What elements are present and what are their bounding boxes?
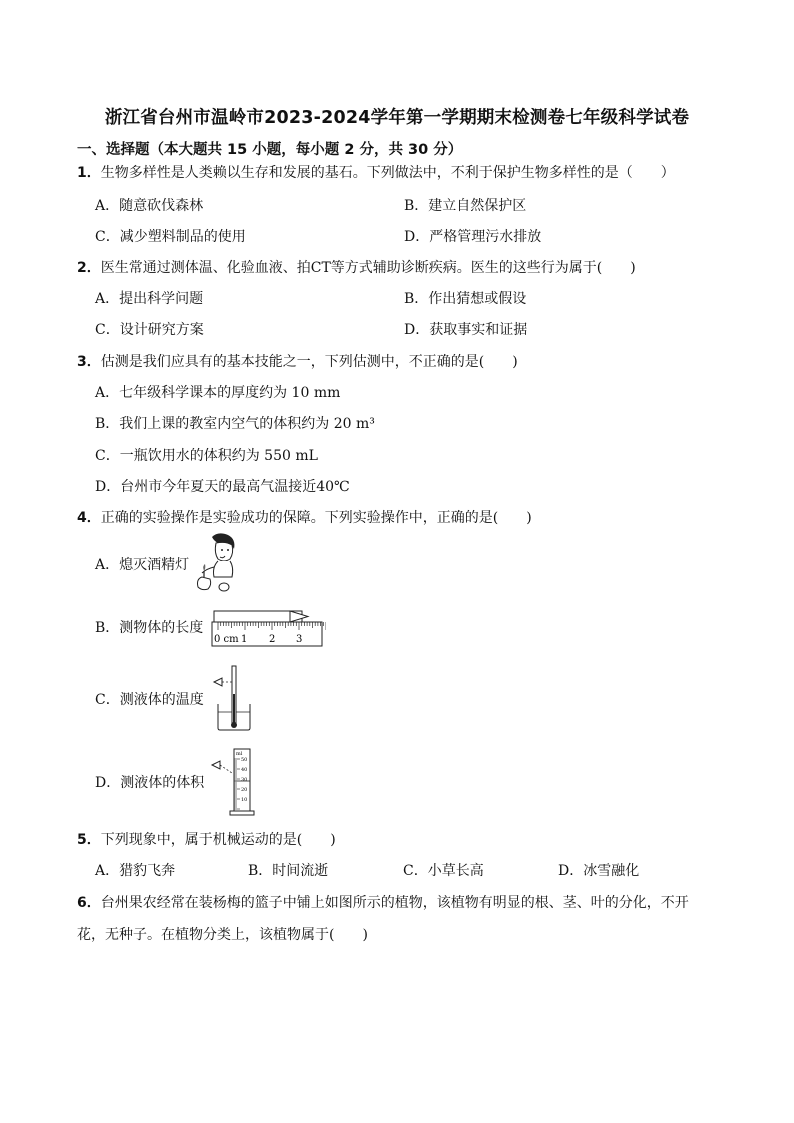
question-2 xyxy=(77,258,636,278)
ruler-label-1: 1 xyxy=(241,634,248,645)
option-2b: B．作出猜想或假设 xyxy=(404,291,527,307)
option-3c: C．一瓶饮用水的体积约为 550 mL xyxy=(95,448,318,464)
option-5c: C．小草长高 xyxy=(403,863,484,879)
option-1c: C．减少塑料制品的使用 xyxy=(95,229,246,245)
ruler-label-3: 3 xyxy=(296,634,303,645)
question-text: 正确的实验操作是实验成功的保障。下列实验操作中，正确的是( ) xyxy=(100,510,532,526)
option-4d: D．测液体的体积 xyxy=(95,775,205,791)
option-2a: A．提出科学问题 xyxy=(95,291,204,307)
question-text: 生物多样性是人类赖以生存和发展的基石。下列做法中，不利于保护生物多样性的是（ ） xyxy=(100,165,675,181)
option-2d: D．获取事实和证据 xyxy=(404,322,528,338)
cylinder-label-50: 50 xyxy=(241,757,248,763)
option-5d: D．冰雪融化 xyxy=(558,863,640,879)
option-5a: A．猎豹飞奔 xyxy=(95,863,176,879)
cylinder-label-40: 40 xyxy=(241,767,248,773)
question-4 xyxy=(77,508,532,528)
question-1 xyxy=(77,163,675,183)
ruler-label-2: 2 xyxy=(269,634,276,645)
option-4a: A．熄灭酒精灯 xyxy=(95,557,190,573)
option-1d: D．严格管理污水排放 xyxy=(404,229,542,245)
question-text: 估测是我们应具有的基本技能之一，下列估测中，不正确的是( ) xyxy=(100,354,518,370)
question-number: 4． xyxy=(77,510,101,526)
cylinder-label-unit: ml xyxy=(236,751,243,757)
option-3d: D．台州市今年夏天的最高气温接近40℃ xyxy=(95,479,350,495)
option-5b: B．时间流逝 xyxy=(248,863,329,879)
option-2c: C．设计研究方案 xyxy=(95,322,204,338)
question-6 xyxy=(77,893,689,913)
question-number: 3． xyxy=(77,354,101,370)
section-heading: 一、选择题（本大题共 15 小题，每小题 2 分，共 30 分） xyxy=(77,142,463,158)
option-1b: B．建立自然保护区 xyxy=(404,198,527,214)
question-number: 1． xyxy=(77,165,101,181)
question-text: 台州果农经常在装杨梅的篮子中铺上如图所示的植物，该植物有明显的根、茎、叶的分化，不开 xyxy=(100,895,689,911)
option-3a: A．七年级科学课本的厚度约为 10 mm xyxy=(95,385,341,401)
option-3b: B．我们上课的教室内空气的体积约为 20 m³ xyxy=(95,416,375,432)
thermometer-beaker-figure xyxy=(212,664,254,732)
ruler-label-0: 0 cm xyxy=(214,634,239,645)
question-text: 医生常通过测体温、化验血液、拍CT等方式辅助诊断疾病。医生的这些行为属于( ) xyxy=(100,260,636,276)
cylinder-label-30: 30 xyxy=(241,777,248,783)
question-6-line2: 花，无种子。在植物分类上，该植物属于( ) xyxy=(77,927,368,943)
page-title: 浙江省台州市温岭市2023-2024学年第一学期期末检测卷七年级科学试卷 xyxy=(104,108,690,128)
question-number: 6． xyxy=(77,895,101,911)
question-text: 下列现象中，属于机械运动的是( ) xyxy=(100,832,336,848)
question-number: 5． xyxy=(77,832,101,848)
cylinder-label-20: 20 xyxy=(241,787,248,793)
cylinder-label-10: 10 xyxy=(241,797,248,803)
graduated-cylinder-figure xyxy=(210,747,260,817)
question-number: 2． xyxy=(77,260,101,276)
ruler-figure xyxy=(208,607,326,649)
extinguish-lamp-figure xyxy=(192,531,242,595)
question-3 xyxy=(77,352,518,372)
option-4b: B．测物体的长度 xyxy=(95,620,204,636)
question-5 xyxy=(77,830,336,850)
option-4c: C．测液体的温度 xyxy=(95,692,204,708)
option-1a: A．随意砍伐森林 xyxy=(95,198,204,214)
